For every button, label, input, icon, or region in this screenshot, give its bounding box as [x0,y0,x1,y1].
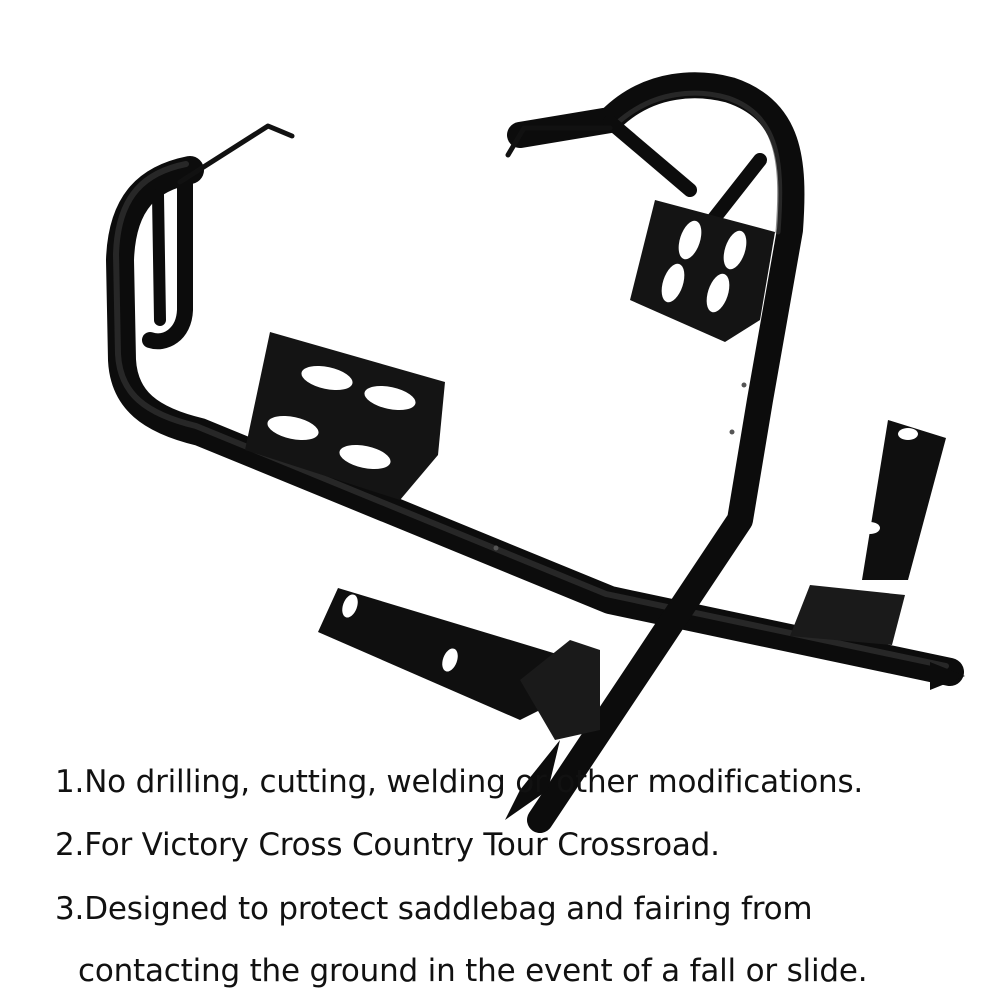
right-mount-bracket [790,420,946,645]
feature-line-3-continued: contacting the ground in the event of a fall or slide. [78,953,868,989]
right-skid-plate [630,200,775,342]
feature-line-2: 2.For Victory Cross Country Tour Crossroad. [55,827,720,863]
feature-line-1: 1.No drilling, cutting, welding or other modifications. [55,764,864,800]
left-upper-bracket [180,126,292,182]
feature-line-3: 3.Designed to protect saddlebag and fairing from [55,891,813,927]
left-mount-bracket [318,588,600,740]
